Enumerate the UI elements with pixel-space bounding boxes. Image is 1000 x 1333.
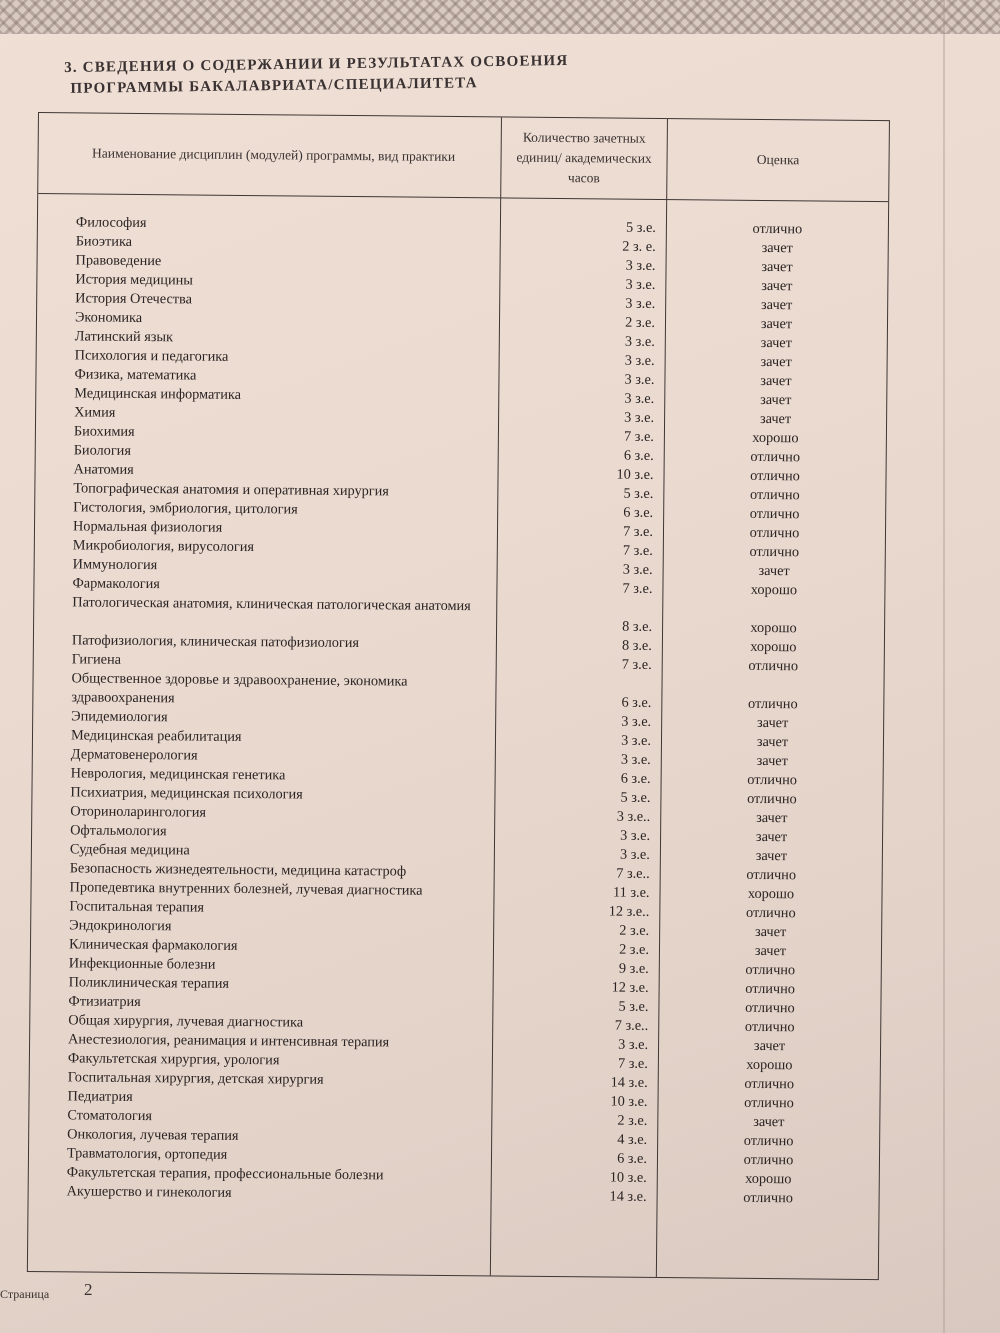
grade-value: отлично [745, 904, 796, 922]
grade-value: хорошо [746, 1056, 793, 1074]
header-discipline: Наименование дисциплин (модулей) программы, вид практики [92, 145, 456, 165]
grade-value: зачет [755, 828, 788, 846]
credits-value: 7 з.е. [622, 580, 653, 597]
discipline-name: Философия [75, 214, 147, 232]
grade-value: зачет [753, 1037, 786, 1055]
grade-value: отлично [752, 220, 803, 238]
grades-table [27, 112, 890, 1280]
credits-value: 10 з.е. [616, 466, 654, 483]
grade-value: зачет [761, 277, 793, 295]
grade-value: отлично [743, 1151, 794, 1169]
page-label: Страница [0, 1287, 50, 1301]
discipline-name: Физика, математика [74, 366, 197, 384]
discipline-name: История Отечества [75, 290, 193, 308]
discipline-name: Иммунология [72, 556, 158, 574]
discipline-name: Биохимия [73, 423, 135, 440]
grade-value: хорошо [752, 429, 799, 447]
credits-value: 6 з.е. [623, 504, 654, 521]
discipline-name: Патологическая анатомия, клиническая патологическая анатомия [72, 594, 471, 615]
grade-value: отлично [750, 467, 800, 485]
credits-value: 2 з.е. [617, 1112, 648, 1129]
discipline-name: Травматология, ортопедия [66, 1145, 228, 1163]
discipline-name: Анестезиология, реанимация и интенсивная терапия [68, 1031, 390, 1051]
discipline-name: Клиническая фармакология [68, 936, 238, 954]
grade-value: отлично [744, 1018, 795, 1036]
discipline-name: Медицинская информатика [74, 385, 242, 403]
credits-value: 2 з.е. [619, 922, 650, 939]
credits-value: 2 з. е. [622, 238, 656, 255]
grade-value: отлично [747, 790, 797, 808]
grade-value: отлично [749, 524, 800, 542]
credits-value: 5 з.е. [620, 789, 651, 806]
discipline-name: Пропедевтика внутренних болезней, лучевая диагностика [69, 879, 423, 899]
discipline-name: Оториноларингология [70, 803, 207, 821]
discipline-name: Факультетская терапия, профессиональные болезни [66, 1164, 384, 1184]
credits-value: 6 з.е. [623, 447, 654, 464]
grade-value: отлично [746, 866, 797, 884]
grade-value: зачет [760, 391, 792, 409]
discipline-name: Фармакология [72, 575, 160, 593]
credits-value: 3 з.е. [619, 846, 650, 863]
credits-value: 8 з.е. [621, 637, 652, 654]
discipline-name: Общественное здоровье и здравоохранение, экономика здравоохранения [71, 670, 408, 707]
grade-value: зачет [759, 410, 792, 428]
credits-value: 9 з.е. [618, 960, 649, 977]
grade-value: зачет [755, 847, 788, 865]
credits-value: 7 з.е. [617, 1055, 648, 1072]
grade-value: зачет [760, 315, 793, 333]
credits-value: 3 з.е. [621, 732, 652, 749]
grade-value: зачет [754, 923, 787, 941]
discipline-name: Эпидемиология [71, 708, 168, 726]
header-credits: Количество зачетных единиц/ академических часов [516, 129, 652, 186]
credits-value: 7 з.е.. [614, 1017, 649, 1034]
grade-value: зачет [756, 733, 789, 751]
grade-value: зачет [760, 353, 792, 371]
discipline-name: Стоматология [67, 1107, 153, 1125]
grade-value: отлично [744, 1075, 795, 1093]
grade-value: зачет [760, 296, 793, 314]
discipline-name: Общая хирургия, лучевая диагностика [68, 1012, 304, 1031]
discipline-name: История медицины [75, 271, 193, 289]
discipline-name: Судебная медицина [69, 841, 190, 859]
credits-value: 3 з.е. [624, 409, 655, 426]
grade-value: зачет [753, 1113, 785, 1131]
grade-value: хорошо [750, 581, 798, 599]
credits-value: 3 з.е.. [616, 808, 651, 825]
credits-value: 3 з.е. [622, 561, 653, 578]
credits-value: 14 з.е. [610, 1074, 648, 1091]
heading-line-1: 3. СВЕДЕНИЯ О СОДЕРЖАНИИ И РЕЗУЛЬТАТАХ ОСВОЕНИЯ [64, 52, 569, 76]
discipline-name: Биология [73, 442, 132, 459]
page-number: 2 [84, 1280, 93, 1299]
grade-value: зачет [756, 752, 788, 770]
grade-value: хорошо [750, 638, 797, 656]
discipline-name: Факультетская хирургия, урология [67, 1050, 280, 1069]
credits-value: 6 з.е. [621, 694, 652, 711]
discipline-name: Анатомия [73, 461, 134, 478]
credits-value: 3 з.е. [618, 1036, 649, 1053]
credits-value: 2 з.е. [625, 314, 656, 331]
credits-value: 6 з.е. [617, 1150, 648, 1167]
section-heading [64, 48, 765, 100]
discipline-name: Дерматовенерология [70, 746, 198, 764]
discipline-name: Правоведение [75, 252, 162, 270]
credits-value: 3 з.е. [624, 371, 655, 388]
discipline-name: Госпитальная терапия [69, 898, 205, 916]
grade-value: отлично [750, 448, 801, 466]
grade-value: отлично [749, 486, 800, 504]
credits-value: 3 з.е. [625, 295, 656, 312]
grade-value: отлично [745, 980, 796, 998]
grade-value: отлично [749, 543, 800, 561]
grade-value: хорошо [745, 1170, 792, 1188]
credits-value: 3 з.е. [624, 333, 655, 350]
credits-value: 3 з.е. [620, 751, 651, 768]
credits-value: 10 з.е. [609, 1169, 647, 1186]
credits-value: 4 з.е. [617, 1131, 648, 1148]
discipline-name: Психиатрия, медицинская психология [70, 784, 303, 803]
discipline-name: Безопасность жизнедеятельности, медицина катастроф [69, 860, 407, 880]
discipline-name: Топографическая анатомия и оперативная хирургия [73, 480, 389, 500]
discipline-name: Гигиена [71, 651, 122, 668]
credits-value: 14 з.е. [609, 1188, 647, 1205]
credits-value: 3 з.е. [624, 352, 655, 369]
credits-value: 12 з.е. [611, 979, 649, 996]
credits-value: 7 з.е. [623, 523, 654, 540]
grade-value: отлично [743, 1189, 793, 1207]
discipline-name: Фтизиатрия [68, 993, 141, 1011]
credits-value: 5 з.е. [623, 485, 654, 502]
credits-value: 12 з.е.. [608, 903, 650, 920]
discipline-name: Психология и педагогика [74, 347, 229, 365]
header-grade: Оценка [756, 151, 800, 168]
credits-value: 11 з.е. [612, 884, 650, 901]
discipline-name: Онкология, лучевая терапия [67, 1126, 239, 1144]
table-body [29, 213, 888, 1209]
discipline-name: Медицинская реабилитация [70, 727, 242, 745]
grade-value: отлично [743, 1132, 794, 1150]
credits-value: 6 з.е. [620, 770, 651, 787]
discipline-name: Латинский язык [74, 328, 174, 346]
grade-value: отлично [744, 1094, 794, 1112]
credits-value: 3 з.е. [625, 276, 656, 293]
discipline-name: Биоэтика [75, 233, 133, 250]
credits-value: 10 з.е. [610, 1093, 648, 1110]
grade-value: зачет [760, 372, 792, 390]
grade-value: зачет [760, 334, 793, 352]
grade-value: зачет [758, 562, 790, 580]
decorative-border [0, 0, 1000, 34]
discipline-name: Акушерство и гинекология [66, 1183, 232, 1201]
discipline-name: Нормальная физиология [72, 518, 223, 536]
grade-value: зачет [756, 714, 789, 732]
paper-fold [943, 0, 945, 1333]
credits-value: 3 з.е. [621, 713, 652, 730]
credits-value: 7 з.е.. [616, 865, 650, 882]
discipline-name: Гистология, эмбриология, цитология [73, 499, 298, 518]
discipline-name: Микробиология, вирусология [72, 537, 255, 556]
discipline-name: Инфекционные болезни [68, 955, 216, 973]
grade-value: зачет [761, 258, 793, 276]
discipline-name: Химия [74, 404, 116, 421]
credits-value: 7 з.е. [621, 656, 652, 673]
grade-value: отлично [745, 961, 796, 979]
credits-value: 7 з.е. [623, 428, 654, 445]
credits-value: 3 з.е. [624, 390, 655, 407]
credits-value: 2 з.е. [619, 941, 650, 958]
credits-value: 8 з.е. [622, 618, 653, 635]
discipline-name: Неврология, медицинская генетика [70, 765, 286, 784]
credits-value: 5 з.е. [625, 219, 656, 236]
credits-value: 3 з.е. [625, 257, 656, 274]
credits-value: 7 з.е. [622, 542, 653, 559]
credits-value: 3 з.е. [620, 827, 651, 844]
heading-line-2: ПРОГРАММЫ БАКАЛАВРИАТА/СПЕЦИАЛИТЕТА [70, 75, 478, 97]
grade-value: зачет [754, 942, 787, 960]
grade-value: хорошо [750, 619, 797, 637]
grade-value: отлично [745, 999, 795, 1017]
discipline-name: Эндокринология [69, 917, 172, 935]
discipline-name: Офтальмология [70, 822, 167, 840]
grade-value: отлично [749, 505, 800, 523]
discipline-name: Поликлиническая терапия [68, 974, 230, 992]
discipline-name: Экономика [74, 309, 143, 327]
grade-value: отлично [747, 695, 798, 713]
grade-value: отлично [747, 771, 798, 789]
discipline-name: Патофизиология, клиническая патофизиология [71, 632, 360, 652]
grade-value: зачет [761, 239, 793, 257]
grade-value: отлично [748, 657, 799, 675]
grade-value: хорошо [747, 885, 795, 903]
discipline-name: Госпитальная хирургия, детская хирургия [67, 1069, 324, 1088]
discipline-name: Педиатрия [67, 1088, 133, 1105]
grade-value: зачет [756, 809, 788, 827]
credits-value: 5 з.е. [618, 998, 649, 1015]
